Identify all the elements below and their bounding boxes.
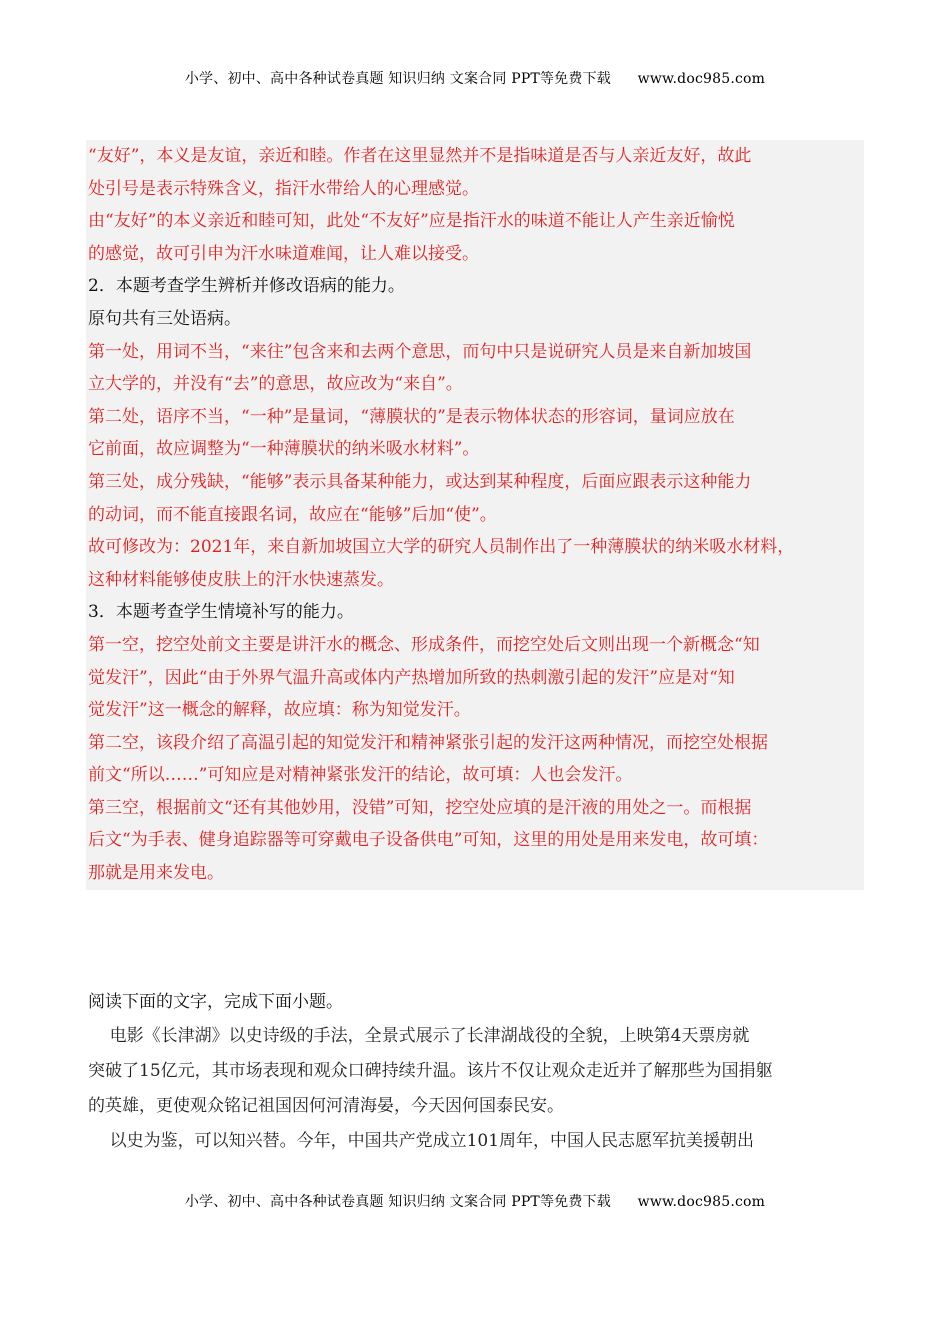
answer-line: 的动词，而不能直接跟名词，故应在“能够”后加“使”。 <box>88 504 497 525</box>
answer-line: 第一处，用词不当，“来往”包含来和去两个意思，而句中只是说研究人员是来自新加坡国 <box>88 341 752 362</box>
answer-line: 后文“为手表、健身追踪器等可穿戴电子设备供电”可知，这里的用处是用来发电，故可填： <box>88 830 769 851</box>
answer-line: 由“友好”的本义亲近和睦可知，此处“不友好”应是指汗水的味道不能让人产生亲近愉悦 <box>88 211 735 232</box>
reading-section <box>86 986 866 1159</box>
footer-url[interactable]: www.doc985.com <box>637 1194 766 1210</box>
passage-line: 电影《长津湖》以史诗级的手法，全景式展示了长津湖战役的全貌，上映第4天票房就 <box>88 1025 750 1046</box>
answer-line: 第二处，语序不当，“一种”是量词，“薄膜状的”是表示物体状态的形容词，量词应放在 <box>88 406 735 427</box>
answer-line: 觉发汗”，因此“由于外界气温升高或体内产热增加所致的热刺激引起的发汗”应是对“知 <box>88 667 735 688</box>
answer-line: 觉发汗”这一概念的解释，故应填：称为知觉发汗。 <box>88 700 471 721</box>
passage-line: 以史为鉴，可以知兴替。今年，中国共产党成立101周年，中国人民志愿军抗美援朝出 <box>88 1130 755 1151</box>
answer-line: 第三处，成分残缺，“能够”表示具备某种能力，或达到某种程度，后面应跟表示这种能力 <box>88 471 752 492</box>
answer-line: 3．本题考查学生情境补写的能力。 <box>88 602 354 623</box>
reading-passage <box>86 1019 866 1159</box>
answer-line: 原句共有三处语病。 <box>88 308 241 329</box>
answer-line: 第三空，根据前文“还有其他妙用，没错”可知，挖空处应填的是汗液的用处之一。而根据 <box>88 797 752 818</box>
passage-line: 的英雄，更使观众铭记祖国因何河清海晏，今天因何国泰民安。 <box>88 1095 564 1116</box>
answer-line: 第一空，挖空处前文主要是讲汗水的概念、形成条件，而挖空处后文则出现一个新概念“知 <box>88 634 760 655</box>
header-url[interactable]: www.doc985.com <box>637 71 766 87</box>
answer-line: 这种材料能够使皮肤上的汗水快速蒸发。 <box>88 569 394 590</box>
answer-explanation-block <box>86 140 864 890</box>
answer-line: 2．本题考查学生辨析并修改语病的能力。 <box>88 276 405 297</box>
answer-line: 它前面，故应调整为“一种薄膜状的纳米吸水材料”。 <box>88 439 480 460</box>
answer-line: 前文“所以……”可知应是对精神紧张发汗的结论，故可填：人也会发汗。 <box>88 765 633 786</box>
page-footer <box>0 1191 950 1211</box>
answer-line: 故可修改为：2021年，来自新加坡国立大学的研究人员制作出了一种薄膜状的纳米吸水材料， <box>88 537 795 558</box>
header-text: 小学、初中、高中各种试卷真题 知识归纳 文案合同 PPT等免费下载 <box>184 71 611 87</box>
answer-line: 立大学的，并没有“去”的意思，故应改为“来自”。 <box>88 374 463 395</box>
answer-line: “友好”，本义是友谊，亲近和睦。作者在这里显然并不是指味道是否与人亲近友好，故此 <box>88 146 752 166</box>
answer-line: 第二空，该段介绍了高温引起的知觉发汗和精神紧张引起的发汗这两种情况，而挖空处根据 <box>88 732 768 753</box>
reading-instruction: 阅读下面的文字，完成下面小题。 <box>88 992 343 1012</box>
answer-line: 处引号是表示特殊含义，指汗水带给人的心理感觉。 <box>88 178 479 199</box>
page-header <box>0 68 950 88</box>
footer-text: 小学、初中、高中各种试卷真题 知识归纳 文案合同 PPT等免费下载 <box>184 1194 611 1210</box>
passage-line: 突破了15亿元，其市场表现和观众口碑持续升温。该片不仅让观众走近并了解那些为国捐躯 <box>88 1060 773 1081</box>
answer-line: 的感觉，故可引申为汗水味道难闻，让人难以接受。 <box>88 243 479 264</box>
answer-line: 那就是用来发电。 <box>88 863 224 884</box>
